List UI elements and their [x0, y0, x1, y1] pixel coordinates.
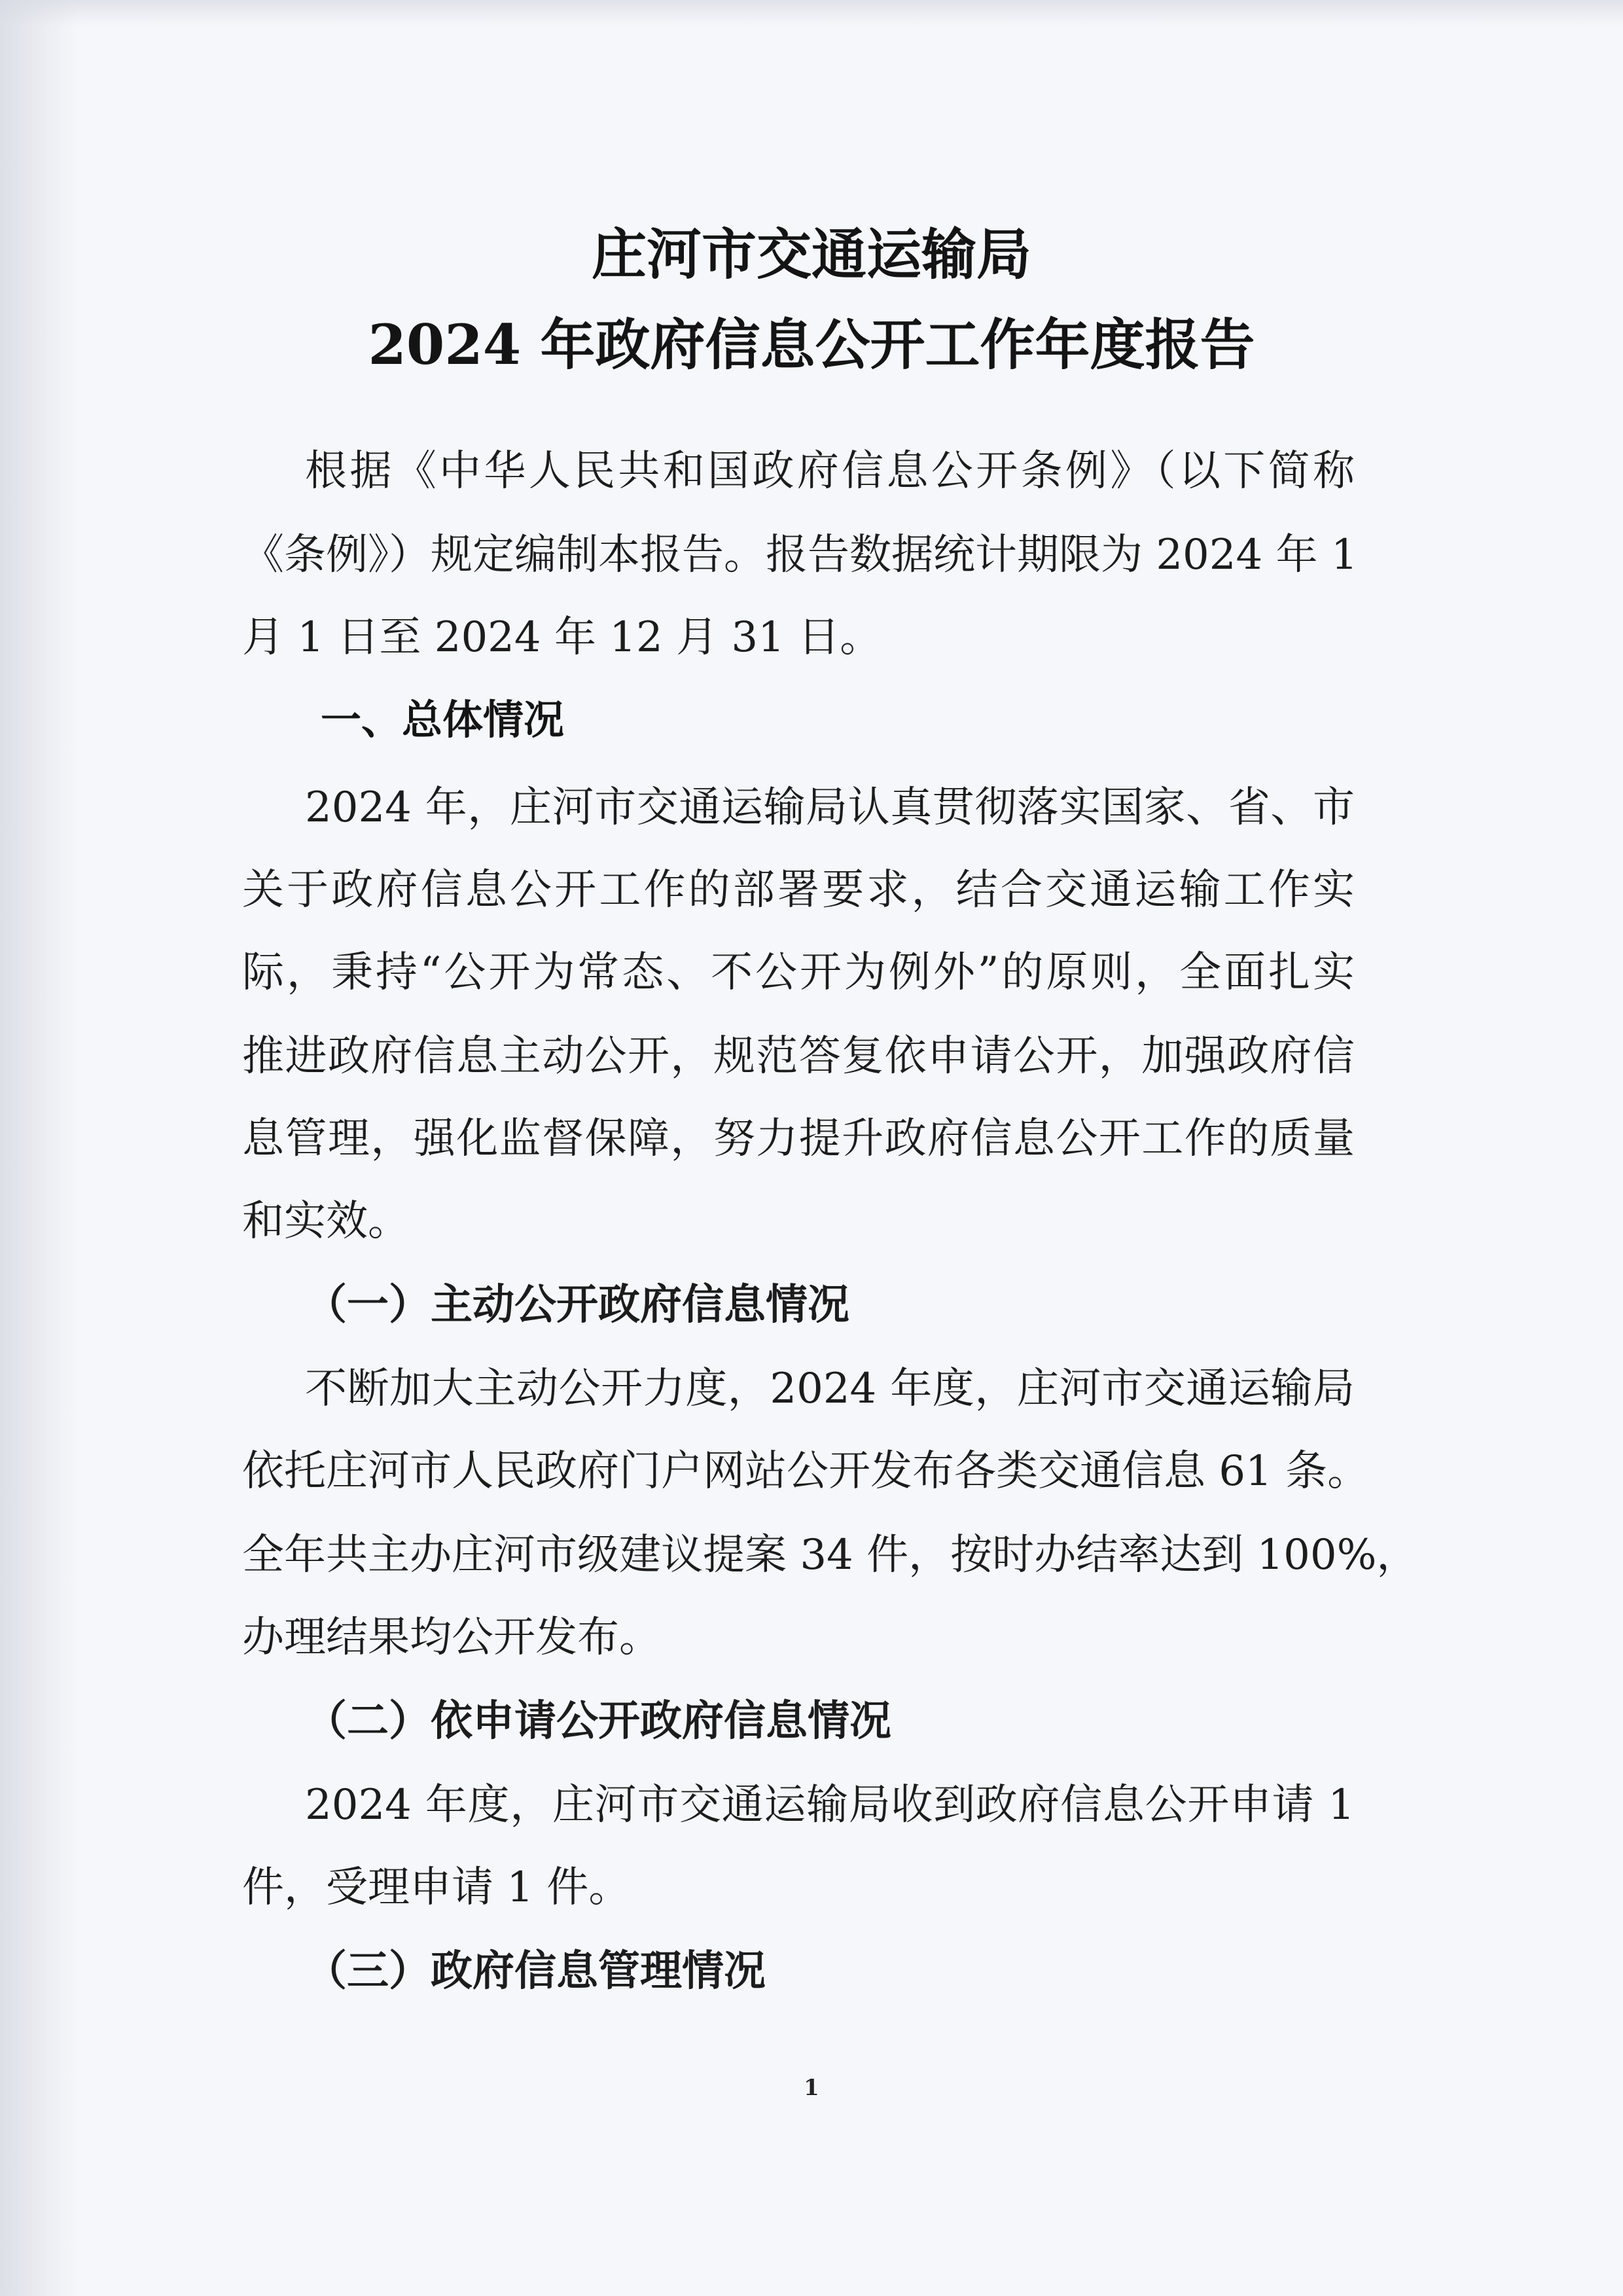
report-title-line-1: 庄河市交通运输局 — [591, 222, 1031, 287]
application-line-2: 件，受理申请 1 件。 — [242, 1863, 631, 1912]
subheading-information-management: （三）政府信息管理情况 — [305, 1946, 766, 1996]
subheading-proactive-disclosure: （一）主动公开政府信息情况 — [305, 1280, 849, 1329]
scan-shadow-top — [0, 0, 1623, 26]
page-number: 1 — [804, 2075, 819, 2101]
proactive-line-2: 依托庄河市人民政府门户网站公开发布各类交通信息 61 条。 — [242, 1447, 1370, 1496]
overview-line-3: 际，秉持“公开为常态、不公开为例外”的原则，全面扎实 — [242, 948, 1355, 997]
overview-line-2: 关于政府信息公开工作的部署要求，结合交通运输工作实 — [242, 866, 1355, 914]
overview-line-6: 和实效。 — [242, 1197, 410, 1246]
section-heading-overview: 一、总体情况 — [321, 696, 565, 744]
proactive-line-4: 办理结果均公开发布。 — [242, 1613, 661, 1662]
report-title-line-2: 2024 年政府信息公开工作年度报告 — [368, 312, 1255, 377]
intro-line-1: 根据《中华人民共和国政府信息公开条例》（以下简称 — [305, 447, 1355, 495]
application-line-1: 2024 年度，庄河市交通运输局收到政府信息公开申请 1 — [305, 1781, 1355, 1829]
overview-line-4: 推进政府信息主动公开，规范答复依申请公开，加强政府信 — [242, 1032, 1355, 1081]
intro-line-2: 《条例》）规定编制本报告。报告数据统计期限为 2024 年 1 — [242, 531, 1358, 579]
overview-line-5: 息管理，强化监督保障，努力提升政府信息公开工作的质量 — [242, 1115, 1355, 1163]
proactive-line-1: 不断加大主动公开力度，2024 年度，庄河市交通运输局 — [305, 1365, 1355, 1413]
overview-line-1: 2024 年，庄河市交通运输局认真贯彻落实国家、省、市 — [305, 783, 1355, 832]
subheading-application-disclosure: （二）依申请公开政府信息情况 — [305, 1696, 891, 1746]
proactive-line-3: 全年共主办庄河市级建议提案 34 件，按时办结率达到 100%， — [242, 1531, 1419, 1579]
intro-line-3: 月 1 日至 2024 年 12 月 31 日。 — [242, 613, 882, 662]
